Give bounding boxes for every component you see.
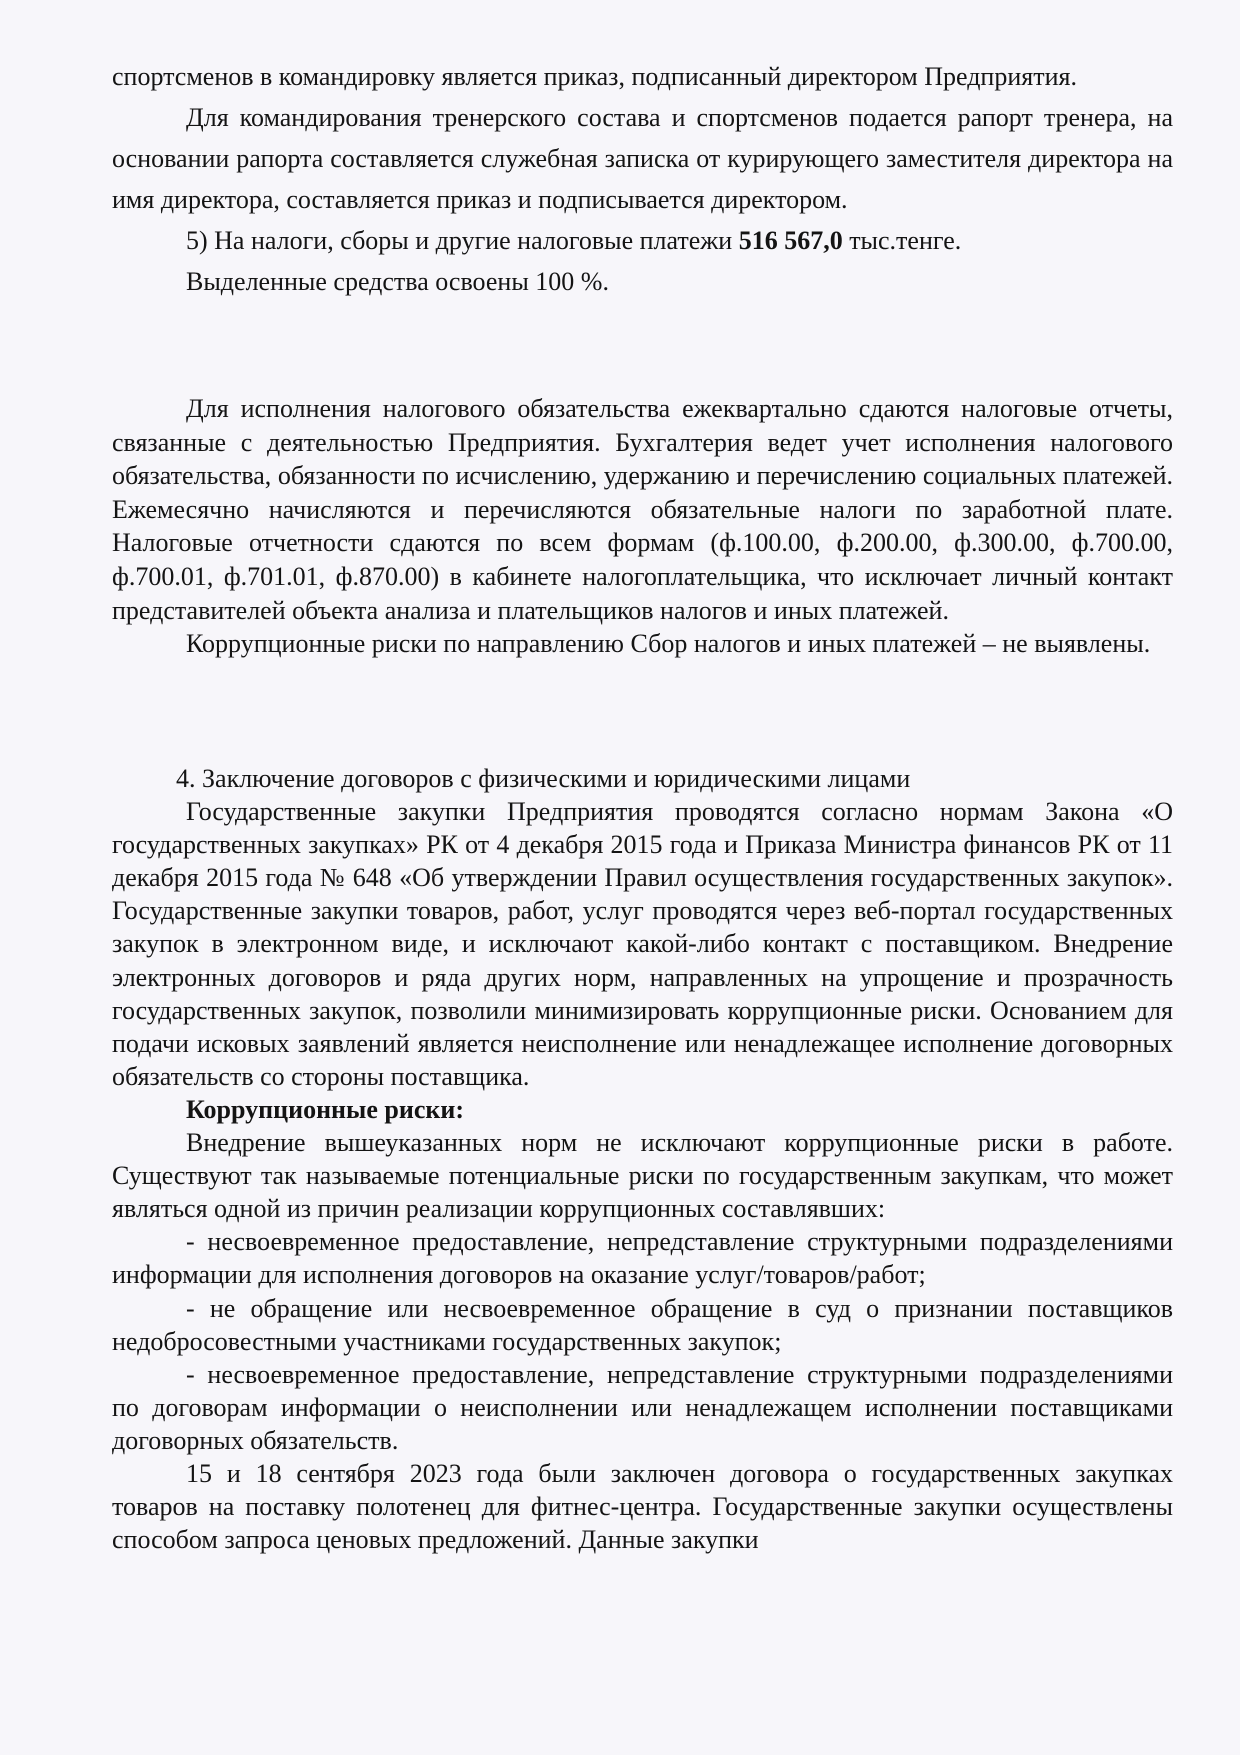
paragraph: Внедрение вышеуказанных норм не исключают коррупционные риски в работе. Существуют так называемые потенциальные риски по государственным закупкам, что может являться одной из причин реализации коррупционных составлявших: <box>112 1128 1173 1224</box>
list-item: - не обращение или несвоевременное обращение в суд о признании поставщиков недобросовестными участниками государственных закупок; <box>112 1293 1173 1356</box>
paragraph: Для командирования тренерского состава и спортсменов подается рапорт тренера, на основании рапорта составляется служебная записка от курирующего заместителя директора на имя директора, составляется приказ и подписывается директором. <box>112 103 1173 214</box>
taxes-suffix: тыс.тенге. <box>842 226 962 255</box>
text-block-business-trips <box>112 56 1173 302</box>
risks-title: Коррупционные риски: <box>186 1094 464 1124</box>
text-block-contracts <box>112 762 1173 1556</box>
taxes-prefix: 5) На налоги, сборы и другие налоговые платежи <box>186 226 739 255</box>
paragraph-taxes-amount <box>112 220 1173 261</box>
paragraph: 15 и 18 сентября 2023 года были заключен договора о государственных закупках товаров на поставку полотенец для фитнес-центра. Государственные закупки осуществлены способом запроса ценовых предложений. Данные закупки <box>112 1458 1173 1555</box>
list-item: - несвоевременное предоставление, непредставление структурными подразделениями по договорам информации о неисполнении или ненадлежащем исполнении поставщиками договорных обязательств. <box>112 1359 1173 1455</box>
paragraph: спортсменов в командировку является приказ, подписанный директором Предприятия. <box>112 62 1077 91</box>
section-heading: 4. Заключение договоров с физическими и юридическими лицами <box>176 764 911 793</box>
paragraph: Для исполнения налогового обязательства ежеквартально сдаются налоговые отчеты, связанные с деятельностью Предприятия. Бухгалтерия ведет учет исполнения налогового обязательства, обязанности по исчислению, удержанию и перечислению социальных платежей. Ежемесячно начисляются и перечисляются обязательные налоги по заработной плате. Налоговые отчетности сдаются по всем формам (ф.100.00, ф.200.00, ф.300.00, ф.700.00, ф.700.01, ф.701.01, ф.870.00) в кабинете налогоплательщика, что исключает личный контакт представителей объекта анализа и плательщиков налогов и иных платежей. <box>112 394 1173 625</box>
paragraph: Государственные закупки Предприятия проводятся согласно нормам Закона «О государственных закупках» РК от 4 декабря 2015 года и Приказа Министра финансов РК от 11 декабря 2015 года № 648 «Об утверждении Правил осуществления государственных закупок». Государственные закупки товаров, работ, услуг проводятся через веб-портал государственных закупок в электронном виде, и исключают какой-либо контакт с поставщиком. Внедрение электронных договоров и ряда других норм, направленных на упрощение и прозрачность государственных закупок, позволили минимизировать коррупционные риски. Основанием для подачи исковых заявлений является неисполнение или ненадлежащее исполнение договорных обязательств со стороны поставщика. <box>112 797 1173 1091</box>
paragraph-funds-used: Выделенные средства освоены 100 %. <box>186 267 609 296</box>
list-item: - несвоевременное предоставление, непредставление структурными подразделениями информации для исполнения договоров на оказание услуг/товаров/работ; <box>112 1227 1173 1290</box>
paragraph: Коррупционные риски по направлению Сбор налогов и иных платежей – не выявлены. <box>186 629 1151 659</box>
text-block-taxes <box>112 392 1173 661</box>
taxes-amount: 516 567,0 <box>738 226 843 255</box>
